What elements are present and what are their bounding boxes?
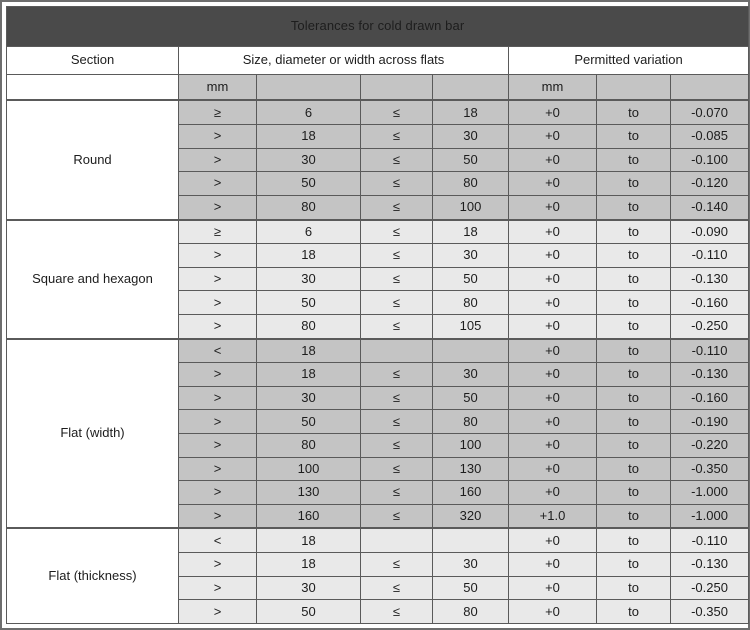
cell-to-label: to [597,600,671,624]
cell-upper-value: 80 [433,600,509,624]
cell-lower-operator: > [179,553,257,577]
title-row [7,7,749,47]
header-variation-group: Permitted variation [509,47,749,75]
cell-minus-tolerance: -0.090 [671,220,749,244]
cell-lower-value: 18 [257,553,361,577]
units-row [7,74,749,100]
cell-lower-operator: > [179,172,257,196]
cell-plus-tolerance: +0 [509,100,597,124]
cell-plus-tolerance: +0 [509,314,597,338]
cell-to-label: to [597,195,671,219]
cell-plus-tolerance: +0 [509,481,597,505]
cell-minus-tolerance: -0.085 [671,125,749,149]
cell-plus-tolerance: +0 [509,386,597,410]
cell-minus-tolerance: -0.160 [671,386,749,410]
cell-upper-operator [361,528,433,552]
cell-upper-operator: ≤ [361,600,433,624]
cell-plus-tolerance: +0 [509,528,597,552]
cell-lower-value: 30 [257,576,361,600]
cell-upper-value: 30 [433,125,509,149]
cell-lower-value: 80 [257,314,361,338]
cell-lower-value: 50 [257,410,361,434]
cell-upper-operator: ≤ [361,386,433,410]
cell-to-label: to [597,148,671,172]
units-variation-blank-2 [671,74,749,100]
cell-upper-operator: ≤ [361,504,433,528]
cell-plus-tolerance: +1.0 [509,504,597,528]
cell-lower-operator: > [179,504,257,528]
cell-upper-value: 50 [433,267,509,291]
cell-lower-operator: > [179,244,257,268]
cell-upper-operator: ≤ [361,267,433,291]
cell-to-label: to [597,504,671,528]
cell-plus-tolerance: +0 [509,125,597,149]
cell-minus-tolerance: -0.220 [671,434,749,458]
cell-to-label: to [597,125,671,149]
cell-to-label: to [597,363,671,387]
cell-upper-value [433,528,509,552]
cell-minus-tolerance: -0.350 [671,600,749,624]
section-label-2: Flat (width) [7,339,179,529]
units-section-blank [7,74,179,100]
cell-lower-operator: > [179,600,257,624]
cell-upper-operator: ≤ [361,363,433,387]
header-size-group: Size, diameter or width across flats [179,47,509,75]
cell-upper-value: 80 [433,291,509,315]
cell-lower-value: 18 [257,244,361,268]
cell-lower-operator: > [179,457,257,481]
cell-lower-value: 50 [257,172,361,196]
cell-lower-operator: ≥ [179,100,257,124]
cell-to-label: to [597,267,671,291]
cell-upper-value: 30 [433,553,509,577]
cell-lower-operator: > [179,481,257,505]
table-row [7,100,749,124]
cell-lower-value: 160 [257,504,361,528]
cell-upper-value: 130 [433,457,509,481]
cell-lower-operator: < [179,528,257,552]
cell-lower-value: 50 [257,600,361,624]
cell-upper-value: 18 [433,220,509,244]
group-header-row [7,47,749,75]
cell-plus-tolerance: +0 [509,244,597,268]
cell-plus-tolerance: +0 [509,363,597,387]
cell-upper-value [433,339,509,363]
cell-plus-tolerance: +0 [509,172,597,196]
cell-lower-value: 30 [257,386,361,410]
cell-minus-tolerance: -0.250 [671,576,749,600]
cell-lower-operator: > [179,125,257,149]
cell-lower-operator: > [179,267,257,291]
cell-minus-tolerance: -1.000 [671,481,749,505]
units-size-blank-1 [257,74,361,100]
cell-lower-operator: > [179,363,257,387]
cell-lower-operator: > [179,576,257,600]
cell-minus-tolerance: -0.350 [671,457,749,481]
section-label-3: Flat (thickness) [7,528,179,623]
cell-upper-operator: ≤ [361,314,433,338]
cell-plus-tolerance: +0 [509,600,597,624]
cell-upper-operator [361,339,433,363]
cell-minus-tolerance: -0.120 [671,172,749,196]
table-row [7,339,749,363]
cell-to-label: to [597,457,671,481]
cell-plus-tolerance: +0 [509,148,597,172]
cell-plus-tolerance: +0 [509,291,597,315]
cell-to-label: to [597,553,671,577]
cell-upper-value: 50 [433,386,509,410]
cell-plus-tolerance: +0 [509,410,597,434]
cell-upper-value: 100 [433,195,509,219]
cell-upper-value: 50 [433,576,509,600]
cell-to-label: to [597,434,671,458]
cell-lower-value: 80 [257,195,361,219]
cell-lower-value: 130 [257,481,361,505]
units-size-mm: mm [179,74,257,100]
cell-to-label: to [597,481,671,505]
cell-upper-operator: ≤ [361,434,433,458]
cell-upper-operator: ≤ [361,244,433,268]
table-row [7,220,749,244]
cell-upper-operator: ≤ [361,220,433,244]
cell-lower-value: 18 [257,363,361,387]
cell-upper-operator: ≤ [361,291,433,315]
cell-lower-value: 80 [257,434,361,458]
header-section: Section [7,47,179,75]
cell-plus-tolerance: +0 [509,195,597,219]
cell-minus-tolerance: -0.190 [671,410,749,434]
cell-upper-value: 80 [433,410,509,434]
cell-plus-tolerance: +0 [509,576,597,600]
cell-plus-tolerance: +0 [509,267,597,291]
cell-lower-operator: > [179,314,257,338]
table-row [7,528,749,552]
cell-lower-operator: > [179,386,257,410]
cell-plus-tolerance: +0 [509,457,597,481]
section-label-0: Round [7,100,179,219]
cell-upper-value: 320 [433,504,509,528]
cell-lower-value: 30 [257,267,361,291]
units-size-blank-2 [361,74,433,100]
cell-to-label: to [597,410,671,434]
cell-plus-tolerance: +0 [509,339,597,363]
cell-lower-value: 50 [257,291,361,315]
cell-plus-tolerance: +0 [509,434,597,458]
cell-lower-value: 18 [257,339,361,363]
cell-minus-tolerance: -0.140 [671,195,749,219]
cell-minus-tolerance: -0.070 [671,100,749,124]
cell-upper-value: 105 [433,314,509,338]
cell-to-label: to [597,220,671,244]
cell-lower-operator: > [179,434,257,458]
units-size-blank-3 [433,74,509,100]
cell-to-label: to [597,528,671,552]
cell-upper-operator: ≤ [361,410,433,434]
cell-lower-value: 18 [257,125,361,149]
cell-upper-operator: ≤ [361,148,433,172]
section-label-1: Square and hexagon [7,220,179,339]
cell-minus-tolerance: -0.110 [671,244,749,268]
cell-to-label: to [597,291,671,315]
cell-to-label: to [597,314,671,338]
cell-upper-value: 30 [433,244,509,268]
cell-minus-tolerance: -0.100 [671,148,749,172]
cell-upper-value: 160 [433,481,509,505]
cell-minus-tolerance: -0.130 [671,553,749,577]
cell-upper-operator: ≤ [361,576,433,600]
cell-upper-operator: ≤ [361,125,433,149]
cell-minus-tolerance: -0.250 [671,314,749,338]
cell-upper-value: 30 [433,363,509,387]
cell-upper-operator: ≤ [361,481,433,505]
cell-lower-operator: > [179,148,257,172]
cell-lower-operator: > [179,291,257,315]
cell-upper-value: 50 [433,148,509,172]
cell-plus-tolerance: +0 [509,553,597,577]
cell-upper-operator: ≤ [361,195,433,219]
cell-upper-operator: ≤ [361,553,433,577]
cell-to-label: to [597,339,671,363]
cell-minus-tolerance: -1.000 [671,504,749,528]
cell-upper-operator: ≤ [361,100,433,124]
cell-plus-tolerance: +0 [509,220,597,244]
cell-upper-operator: ≤ [361,457,433,481]
cell-minus-tolerance: -0.130 [671,363,749,387]
cell-upper-value: 100 [433,434,509,458]
cell-lower-value: 6 [257,220,361,244]
units-variation-blank-1 [597,74,671,100]
cell-lower-operator: < [179,339,257,363]
units-variation-mm: mm [509,74,597,100]
cell-to-label: to [597,244,671,268]
cell-minus-tolerance: -0.160 [671,291,749,315]
cell-lower-value: 100 [257,457,361,481]
cell-lower-operator: > [179,410,257,434]
cell-to-label: to [597,172,671,196]
cell-minus-tolerance: -0.130 [671,267,749,291]
cell-upper-value: 80 [433,172,509,196]
cell-lower-value: 30 [257,148,361,172]
cell-minus-tolerance: -0.110 [671,528,749,552]
cell-to-label: to [597,386,671,410]
tolerances-table [6,6,749,624]
cell-minus-tolerance: -0.110 [671,339,749,363]
table-title: Tolerances for cold drawn bar [7,7,749,47]
cell-lower-value: 18 [257,528,361,552]
cell-upper-operator: ≤ [361,172,433,196]
cell-lower-operator: > [179,195,257,219]
cell-to-label: to [597,100,671,124]
cell-lower-operator: ≥ [179,220,257,244]
cell-to-label: to [597,576,671,600]
cell-lower-value: 6 [257,100,361,124]
cell-upper-value: 18 [433,100,509,124]
